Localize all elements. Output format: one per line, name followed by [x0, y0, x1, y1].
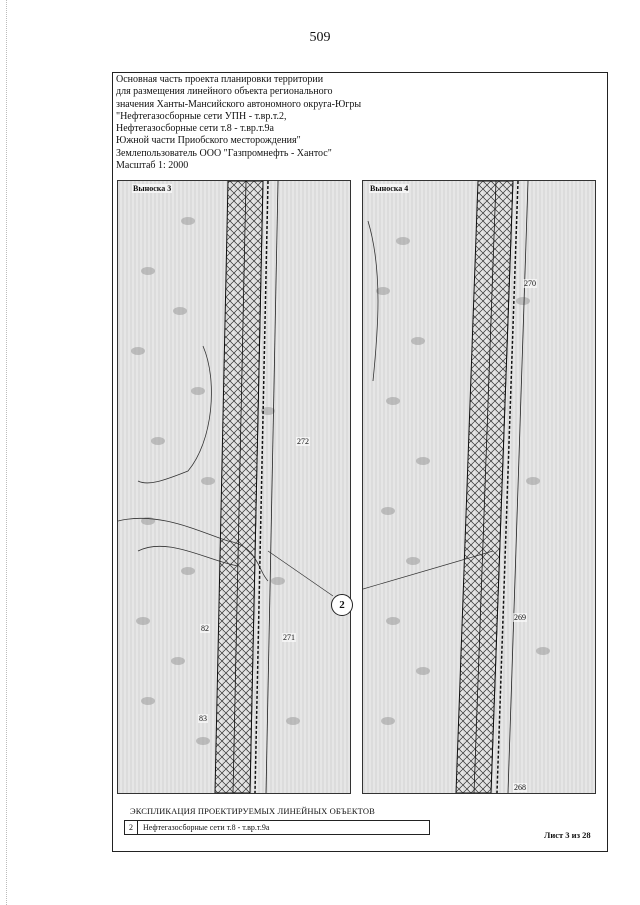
explication-table [124, 820, 430, 835]
picket-label: 272 [297, 437, 309, 446]
picket-label: 268 [514, 783, 526, 792]
title-line: для размещения линейного объекта регионального [116, 86, 333, 98]
map-panel-inset-4 [362, 180, 596, 794]
title-line: Землепользователь ООО "Газпромнефть - Хантос" [116, 147, 332, 159]
explication-row-number: 2 [125, 821, 138, 834]
inset-title-4: Выноска 4 [370, 184, 409, 193]
scale-label: Масштаб 1: 2000 [116, 160, 189, 172]
explication-row-name: Нефтегазосборные сети т.8 - т.вр.т.9а [143, 823, 270, 832]
picket-label: 82 [201, 624, 209, 633]
map-drawing-4 [363, 181, 595, 793]
inset-title-3: Выноска 3 [133, 184, 172, 193]
picket-label: 83 [199, 714, 207, 723]
object-callout-marker: 2 [331, 594, 353, 616]
picket-label: 269 [514, 613, 526, 622]
map-drawing-3 [118, 181, 350, 793]
picket-label: 271 [283, 633, 295, 642]
title-line: "Нефтегазосборные сети УПН - т.вр.т.2, [116, 110, 287, 122]
title-line: Основная часть проекта планировки территории [116, 74, 324, 85]
title-block [116, 74, 416, 172]
title-line: Южной части Приобского месторождения" [116, 135, 301, 147]
picket-label: 270 [524, 279, 536, 288]
title-line: Нефтегазосборные сети т.8 - т.вр.т.9а [116, 123, 274, 135]
explication-title: ЭКСПЛИКАЦИЯ ПРОЕКТИРУЕМЫХ ЛИНЕЙНЫХ ОБЪЕКТОВ [130, 806, 375, 816]
sheet-number-label: Лист 3 из 28 [544, 830, 591, 840]
left-margin-line [6, 0, 8, 905]
page-number: 509 [309, 30, 331, 45]
map-panel-inset-3 [117, 180, 351, 794]
title-line: значения Ханты-Мансийского автономного округа-Югры [116, 98, 362, 110]
